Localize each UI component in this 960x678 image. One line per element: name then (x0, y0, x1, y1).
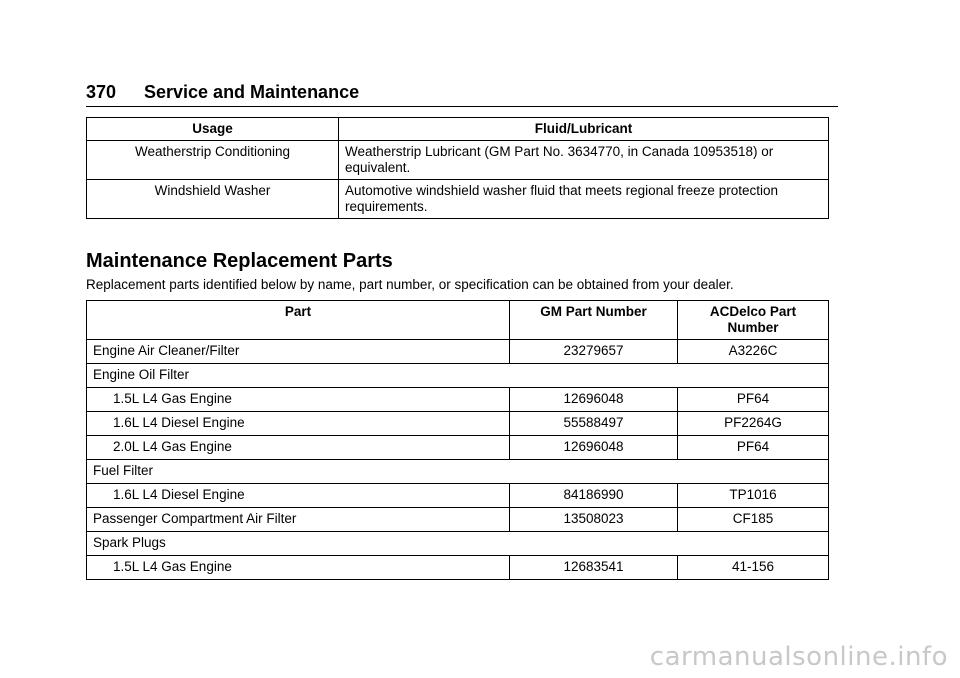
section-title: Service and Maintenance (144, 82, 360, 102)
section-intro: Replacement parts identified below by name, part number, or specification can be obtained from your dealer. (86, 277, 734, 292)
gm-part-number-cell: 55588497 (510, 412, 678, 436)
group-cell: Engine Oil Filter (87, 364, 829, 388)
column-header-gm-part-number: GM Part Number (510, 301, 678, 340)
column-header-acdelco-part-number: ACDelco Part Number (678, 301, 829, 340)
table-group-row (87, 532, 829, 556)
gm-part-number-cell: 12696048 (510, 388, 678, 412)
usage-cell: Weatherstrip Conditioning (87, 141, 339, 180)
table-group-row (87, 364, 829, 388)
gm-part-number-cell: 12683541 (510, 556, 678, 580)
column-header-usage: Usage (87, 118, 339, 141)
section-heading: Maintenance Replacement Parts (86, 250, 393, 272)
acdelco-part-number-cell: TP1016 (678, 484, 829, 508)
table-group-row (87, 460, 829, 484)
table-row (87, 436, 829, 460)
part-cell: 2.0L L4 Gas Engine (87, 436, 510, 460)
part-cell: 1.5L L4 Gas Engine (87, 388, 510, 412)
group-cell: Spark Plugs (87, 532, 829, 556)
page-header (86, 80, 838, 107)
part-cell: 1.6L L4 Diesel Engine (87, 484, 510, 508)
group-cell: Fuel Filter (87, 460, 829, 484)
table-header-row (87, 301, 829, 340)
part-cell: 1.5L L4 Gas Engine (87, 556, 510, 580)
table-row (87, 508, 829, 532)
table-row (87, 556, 829, 580)
usage-table (86, 117, 829, 219)
watermark: carmanualsonline.info (649, 642, 948, 672)
gm-part-number-cell: 84186990 (510, 484, 678, 508)
column-header-part: Part (87, 301, 510, 340)
fluid-cell: Automotive windshield washer fluid that meets regional freeze protection requirements. (339, 180, 829, 219)
acdelco-part-number-cell: CF185 (678, 508, 829, 532)
column-header-fluid: Fluid/Lubricant (339, 118, 829, 141)
acdelco-part-number-cell: A3226C (678, 340, 829, 364)
table-row (87, 141, 829, 180)
page-number: 370 (86, 82, 117, 102)
gm-part-number-cell: 13508023 (510, 508, 678, 532)
table-row (87, 340, 829, 364)
acdelco-part-number-cell: PF64 (678, 388, 829, 412)
part-cell: 1.6L L4 Diesel Engine (87, 412, 510, 436)
gm-part-number-cell: 23279657 (510, 340, 678, 364)
acdelco-part-number-cell: PF2264G (678, 412, 829, 436)
acdelco-part-number-cell: 41-156 (678, 556, 829, 580)
usage-cell: Windshield Washer (87, 180, 339, 219)
table-header-row (87, 118, 829, 141)
fluid-cell: Weatherstrip Lubricant (GM Part No. 3634770, in Canada 10953518) or equivalent. (339, 141, 829, 180)
gm-part-number-cell: 12696048 (510, 436, 678, 460)
parts-table (86, 300, 829, 580)
table-row (87, 180, 829, 219)
part-cell: Engine Air Cleaner/Filter (87, 340, 510, 364)
acdelco-part-number-cell: PF64 (678, 436, 829, 460)
part-cell: Passenger Compartment Air Filter (87, 508, 510, 532)
table-row (87, 484, 829, 508)
table-row (87, 388, 829, 412)
table-row (87, 412, 829, 436)
